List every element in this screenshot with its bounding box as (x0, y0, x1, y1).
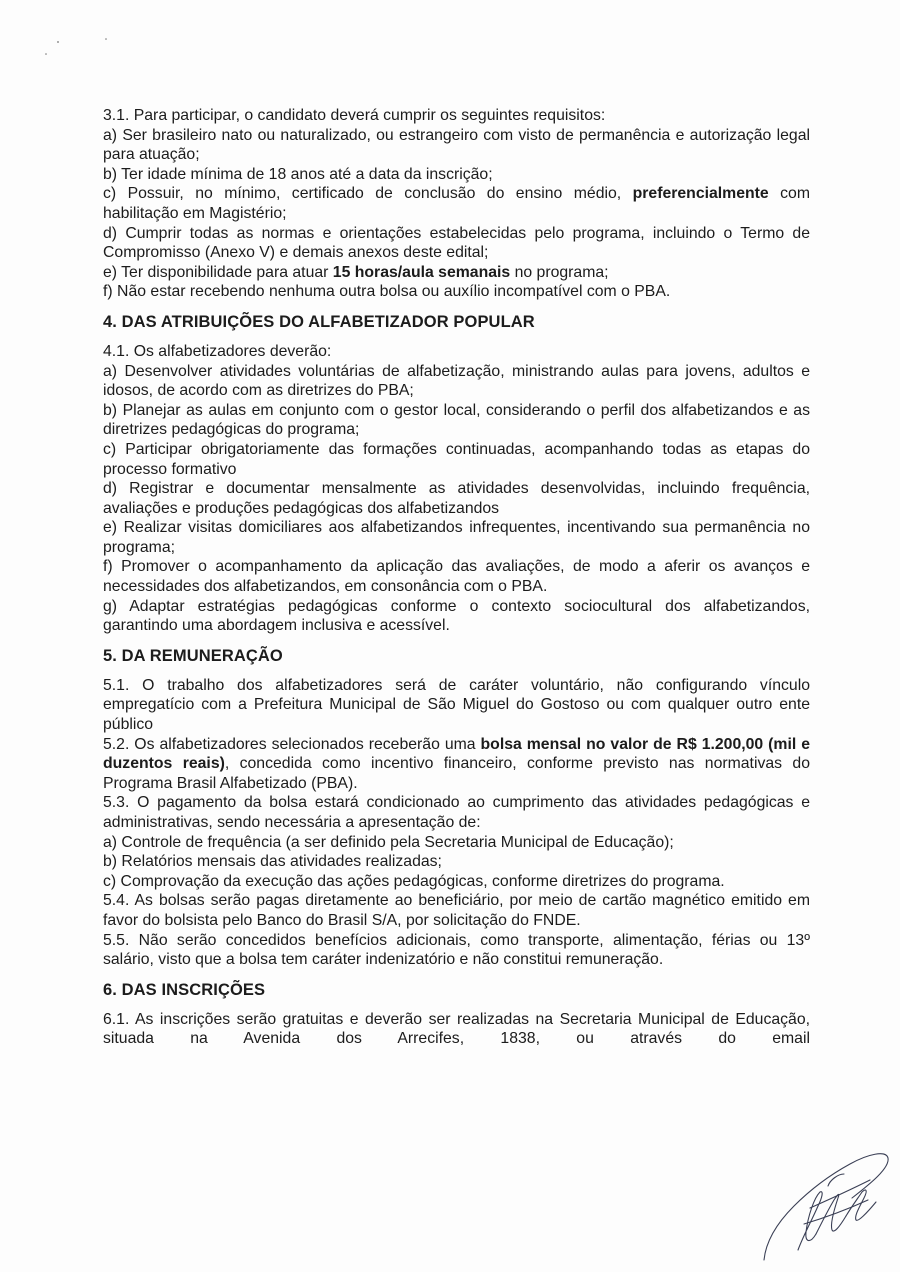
section-5-heading: 5. DA REMUNERAÇÃO (103, 646, 283, 665)
duty-b: b) Planejar as aulas em conjunto com o gestor local, considerando o perfil dos alfabetizandos e as diretrizes pedagógicas do programa; (103, 401, 810, 439)
duty-f: f) Promover o acompanhamento da aplicação das avaliações, de modo a aferir os avanços e necessidades dos alfabetizandos, em consonância com o PBA. (103, 558, 810, 596)
requirement-c: c) Possuir, no mínimo, certificado de conclusão do ensino médio, preferencialmente com habilitação em Magistério; (103, 185, 810, 222)
section-6-heading: 6. DAS INSCRIÇÕES (103, 980, 266, 999)
paragraph-5-5: 5.5. Não serão concedidos benefícios adicionais, como transporte, alimentação, férias ou 13º salário, visto que a bolsa tem caráter indenizatório e não constitui remuneração. (103, 931, 810, 969)
condition-b: b) Relatórios mensais das atividades realizadas; (103, 853, 442, 871)
paragraph-5-1: 5.1. O trabalho dos alfabetizadores será de caráter voluntário, não configurando vínculo empregatício com a Prefeitura Municipal de São Miguel do Gostoso ou com qualquer outro ente público (103, 676, 810, 734)
paragraph-5-4: 5.4. As bolsas serão pagas diretamente ao beneficiário, por meio de cartão magnético emitido em favor do bolsista pelo Banco do Brasil S/A, por solicitação do FNDE. (103, 892, 810, 929)
requirement-a: a) Ser brasileiro nato ou naturalizado, ou estrangeiro com visto de permanência e autorização legal para atuação; (103, 126, 810, 164)
paragraph-5-2: 5.2. Os alfabetizadores selecionados receberão uma bolsa mensal no valor de R$ 1.200,00 (mil e duzentos reais), concedida como incentivo financeiro, conforme previsto nas normativas do Programa Brasil Alfabetizado (PBA). (103, 735, 810, 792)
section-4-heading: 4. DAS ATRIBUIÇÕES DO ALFABETIZADOR POPULAR (103, 312, 535, 331)
requirement-f: f) Não estar recebendo nenhuma outra bolsa ou auxílio incompatível com o PBA. (103, 283, 671, 301)
duty-d: d) Registrar e documentar mensalmente as atividades desenvolvidas, incluindo frequência, avaliações e produções pedagógicas dos alfabetizandos (103, 480, 810, 517)
document-body (103, 106, 810, 1049)
duty-c: c) Participar obrigatoriamente das formações continuadas, acompanhando todas as etapas do processo formativo (103, 440, 810, 478)
duty-a: a) Desenvolver atividades voluntárias de alfabetização, ministrando aulas para jovens, adultos e idosos, de acordo com as diretrizes do PBA; (103, 362, 810, 400)
requirement-e: e) Ter disponibilidade para atuar 15 horas/aula semanais no programa; (103, 263, 609, 281)
condition-c: c) Comprovação da execução das ações pedagógicas, conforme diretrizes do programa. (103, 872, 725, 890)
paragraph-5-3: 5.3. O pagamento da bolsa estará condicionado ao cumprimento das atividades pedagógicas e administrativas, sendo necessária a apresentação de: (103, 794, 810, 831)
duty-g: g) Adaptar estratégias pedagógicas conforme o contexto sociocultural dos alfabetizandos, garantindo uma abordagem inclusiva e acessível. (103, 597, 810, 635)
condition-a: a) Controle de frequência (a ser definido pela Secretaria Municipal de Educação); (103, 833, 674, 851)
requirement-b: b) Ter idade mínima de 18 anos até a data da inscrição; (103, 165, 493, 183)
duty-e: e) Realizar visitas domiciliares aos alfabetizandos infrequentes, incentivando sua permanência no programa; (103, 519, 810, 556)
paragraph-6-1: 6.1. As inscrições serão gratuitas e deverão ser realizadas na Secretaria Municipal de Educação, situada na Avenida dos Arrecifes, 1838, ou através do email (103, 1010, 810, 1048)
scan-specks (38, 32, 118, 62)
paragraph-4-1: 4.1. Os alfabetizadores deverão: (103, 342, 332, 360)
paragraph-3-1: 3.1. Para participar, o candidato deverá cumprir os seguintes requisitos: (103, 107, 606, 124)
requirement-d: d) Cumprir todas as normas e orientações estabelecidas pelo programa, incluindo o Termo de Compromisso (Anexo V) e demais anexos deste edital; (103, 224, 810, 262)
handwritten-signature (758, 1140, 898, 1265)
